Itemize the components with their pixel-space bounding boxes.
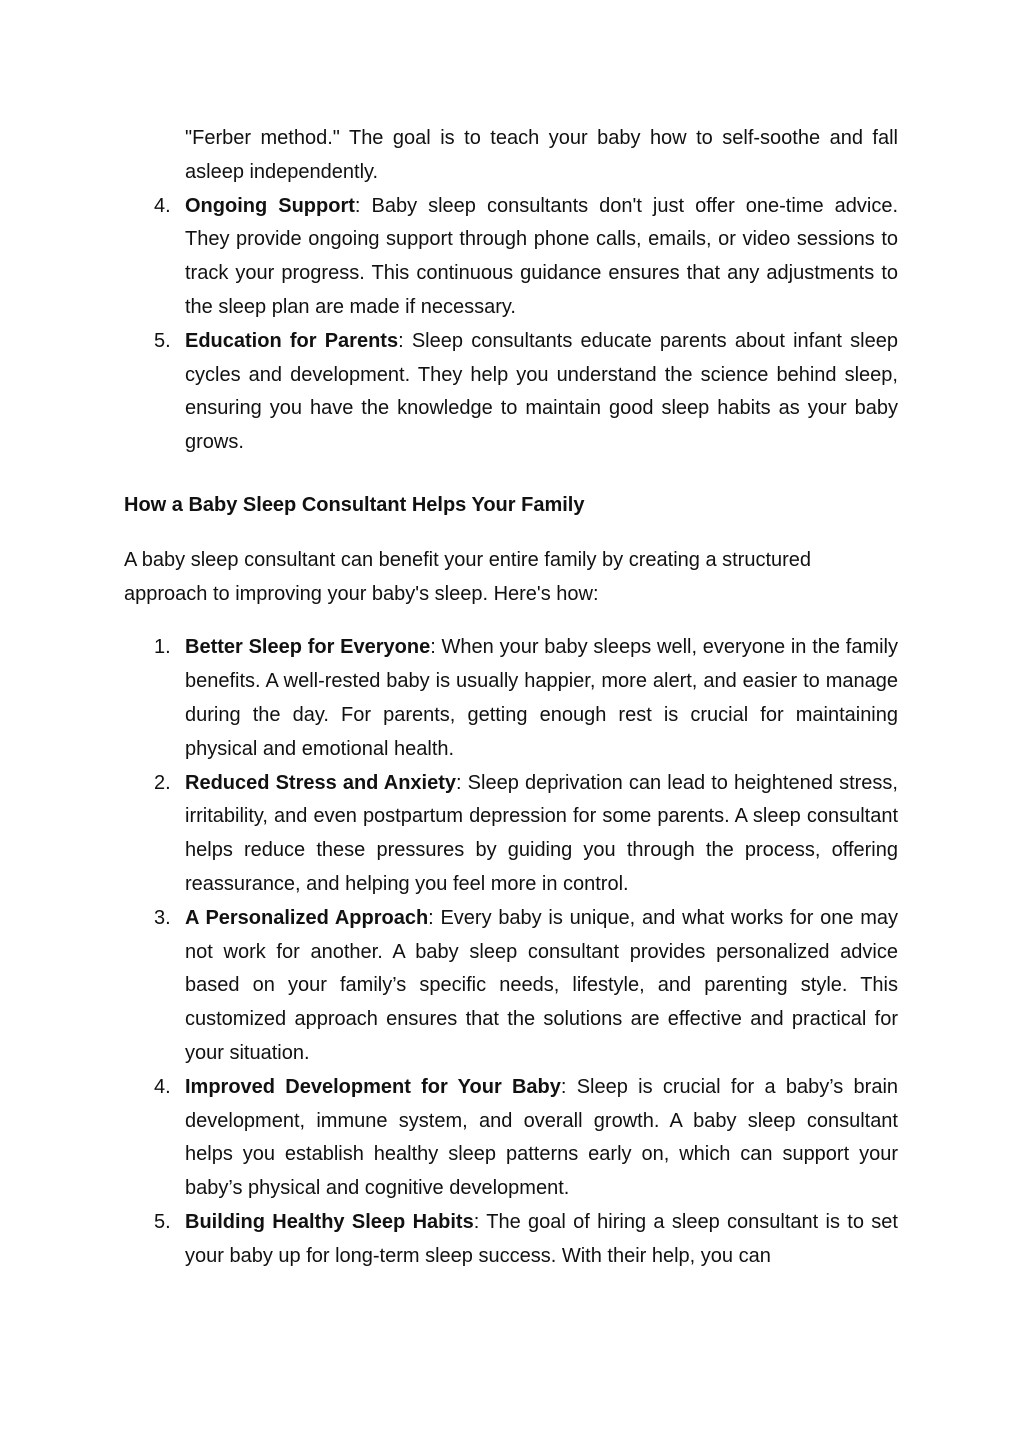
list-item-text: : Sleep deprivation can lead to heightened stress, irritability, and even postpartum depression for some parents. A sleep consultant helps reduce these pressures by guiding you through the process, offering reassurance, and helping you feel more in control.	[185, 771, 898, 895]
document-page	[124, 122, 898, 1274]
list-item	[124, 902, 898, 1071]
paragraph-text: "Ferber method." The goal is to teach your baby how to self-soothe and fall asleep independently.	[185, 127, 898, 183]
list-item-text: : When your baby sleeps well, everyone in the family benefits. A well-rested baby is usually happier, more alert, and easier to manage during the day. For parents, getting enough rest is crucial for maintaining physical and emotional health.	[185, 636, 898, 760]
list-item-term: A Personalized Approach	[185, 906, 429, 929]
list-item-text: : Sleep consultants educate parents about infant sleep cycles and development. They help you understand the science behind sleep, ensuring you have the knowledge to maintain good sleep habits as your baby grows.	[185, 329, 898, 454]
list-number: 1.	[154, 636, 171, 659]
list-item	[124, 190, 898, 325]
list-number: 2.	[154, 771, 171, 794]
intro-paragraph: A baby sleep consultant can benefit your entire family by creating a structured approach to improving your baby's sleep. Here's how:	[124, 548, 812, 605]
list-item	[124, 767, 898, 902]
list-item-text: : Baby sleep consultants don't just offer one-time advice. They provide ongoing support through phone calls, emails, or video sessions to track your progress. This continuous guidance ensures that any adjustments to the sleep plan are made if necessary.	[185, 194, 898, 318]
list-item-term: Improved Development for Your Baby	[185, 1075, 561, 1098]
list-item-term: Ongoing Support	[185, 194, 355, 217]
list-item-text: : The goal of hiring a sleep consultant is to set your baby up for long-term sleep success. With their help, you can	[185, 1210, 898, 1267]
list-number: 3.	[154, 906, 171, 929]
section-heading: How a Baby Sleep Consultant Helps Your Family	[124, 493, 585, 516]
list-item	[124, 631, 898, 766]
numbered-list-bottom	[124, 631, 898, 1273]
list-number: 4.	[154, 1075, 171, 1098]
list-number: 4.	[154, 194, 171, 217]
list-item-term: Reduced Stress and Anxiety	[185, 771, 457, 794]
numbered-list-top	[124, 122, 898, 460]
list-item-term: Better Sleep for Everyone	[185, 636, 431, 659]
list-item-term: Building Healthy Sleep Habits	[185, 1210, 474, 1233]
list-item	[124, 325, 898, 460]
list-number: 5.	[154, 1210, 171, 1233]
list-item-text: : Sleep is crucial for a baby’s brain development, immune system, and overall growth. A baby sleep consultant helps you establish healthy sleep patterns early on, which can support your baby’s physical and cognitive development.	[185, 1075, 899, 1200]
list-item-text: : Every baby is unique, and what works for one may not work for another. A baby sleep consultant provides personalized advice based on your family’s specific needs, lifestyle, and parenting style. This customized approach ensures that the solutions are effective and practical for your situation.	[185, 906, 898, 1064]
list-item-continuation	[124, 122, 898, 190]
list-item	[124, 1071, 898, 1206]
list-number: 5.	[154, 329, 171, 352]
list-item-term: Education for Parents	[185, 329, 399, 352]
list-item	[124, 1206, 898, 1274]
